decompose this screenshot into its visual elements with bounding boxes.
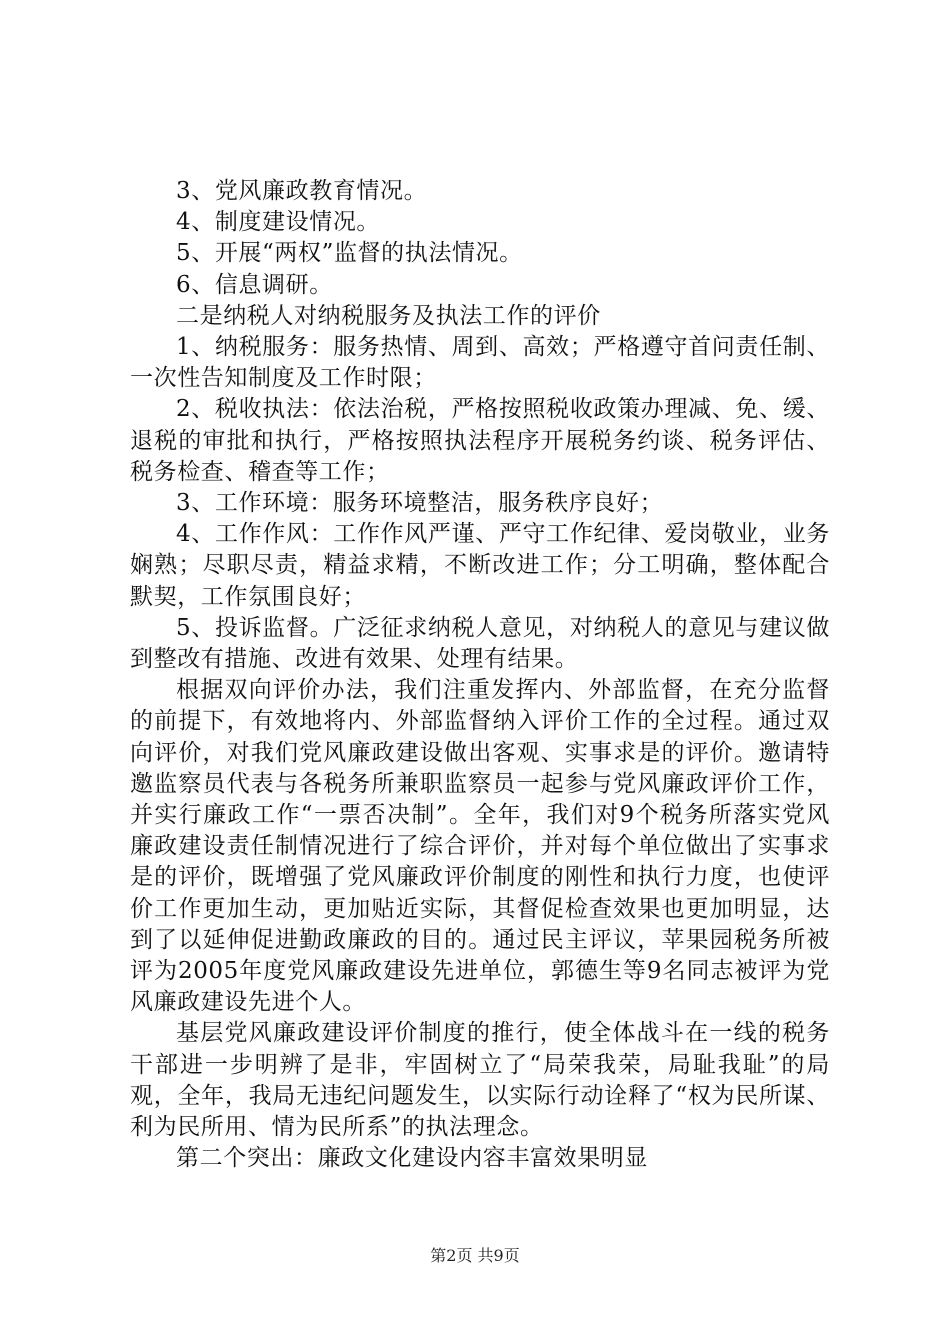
paragraph-second-highlight: 第二个突出：廉政文化建设内容丰富效果明显: [176, 1145, 648, 1172]
paragraph-tax-enforcement: 2、税收执法：依法治税，严格按照税收政策办理减、免、缓、退税的审批和执行，严格按照执法程序开展税务约谈、税务评估、税务检查、稽查等工作；: [130, 396, 830, 485]
paragraph-item-5-supervision: 5、开展“两权”监督的执法情况。: [176, 240, 523, 267]
paragraph-item-3-education: 3、党风廉政教育情况。: [176, 178, 428, 204]
paragraph-system-implementation: 基层党风廉政建设评价制度的推行，使全体战斗在一线的税务干部进一步明辨了是非，牢固树立了“局荣我荣，局耻我耻”的局观，全年，我局无违纪问题发生，以实际行动诠释了“权为民所谋、利为民所用、情为民所系”的执法理念。: [130, 1020, 830, 1141]
paragraph-tax-service: 1、纳税服务：服务热情、周到、高效；严格遵守首问责任制、一次性告知制度及工作时限；: [130, 334, 830, 392]
paragraph-heading-taxpayer-evaluation: 二是纳税人对纳税服务及执法工作的评价: [176, 302, 601, 329]
paragraph-work-style: 4、工作作风：工作作风严谨、严守工作纪律、爱岗敬业，业务娴熟；尽职尽责，精益求精，不断改进工作；分工明确，整体配合默契，工作氛围良好；: [130, 521, 830, 610]
paragraph-bidirectional-evaluation: 根据双向评价办法，我们注重发挥内、外部监督，在充分监督的前提下，有效地将内、外部监督纳入评价工作的全过程。通过双向评价，对我们党风廉政建设做出客观、实事求是的评价。邀请特邀监察员代表与各税务所兼职监察员一起参与党风廉政评价工作，并实行廉政工作“一票否决制”。全年，我们对9个税务所落实党风廉政建设责任制情况进行了综合评价，并对每个单位做出了实事求是的评价，既增强了党风廉政评价制度的刚性和执行力度，也使评价工作更加生动，更加贴近实际，其督促检查效果也更加明显，达到了以延伸促进勤政廉政的目的。通过民主评议，苹果园税务所被评为2005年度党风廉政建设先进单位，郭德生等9名同志被评为党风廉政建设先进个人。: [130, 677, 830, 1016]
paragraph-complaint-supervision: 5、投诉监督。广泛征求纳税人意见，对纳税人的意见与建议做到整改有措施、改进有效果、处理有结果。: [130, 614, 830, 673]
paragraph-work-environment: 3、工作环境：服务环境整洁，服务秩序良好；: [176, 490, 664, 517]
page-number-label: 第2页 共9页: [430, 1246, 520, 1265]
paragraph-item-4-system: 4、制度建设情况。: [176, 209, 381, 236]
paragraph-item-6-research: 6、信息调研。: [176, 271, 333, 298]
document-body: [130, 176, 830, 1175]
page-footer: [0, 1243, 950, 1266]
